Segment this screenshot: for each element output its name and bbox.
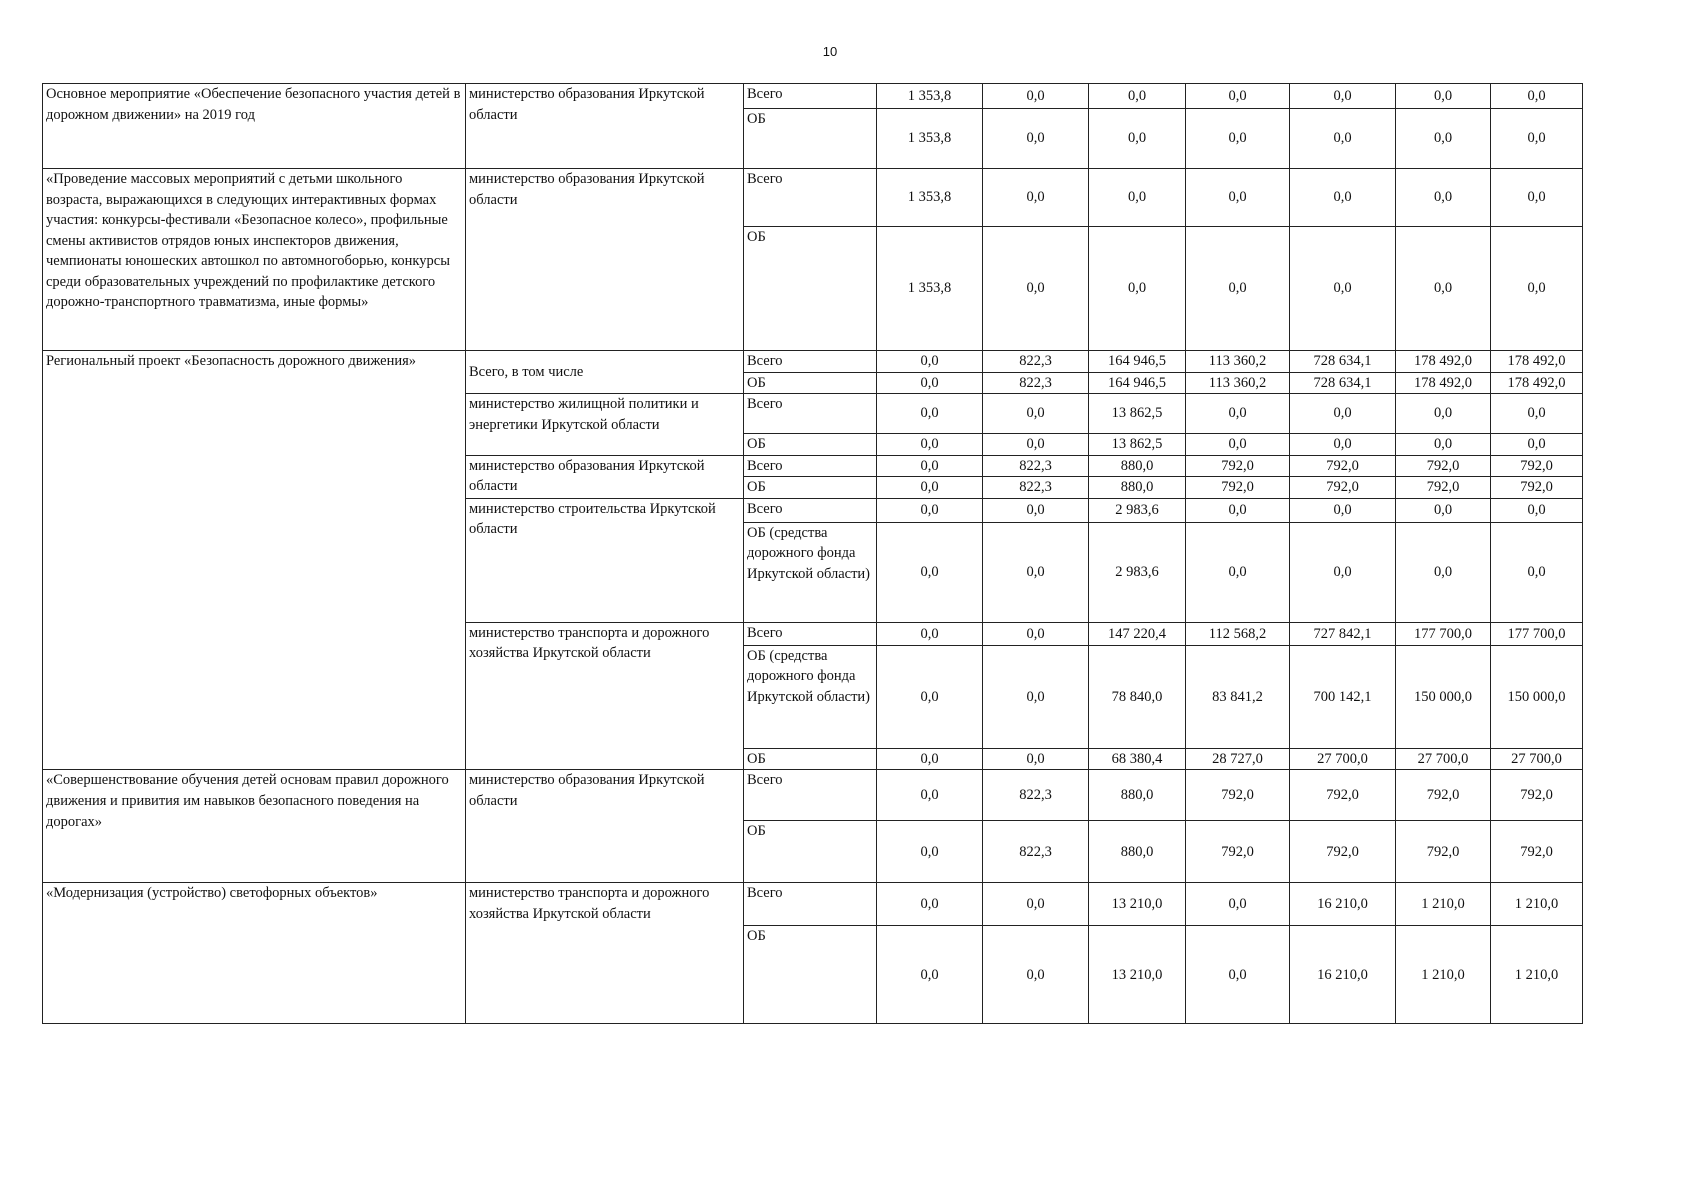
amount-cell: 0,0 [1186, 434, 1290, 456]
amount-cell: 0,0 [1089, 109, 1186, 169]
amount-cell: 0,0 [1290, 84, 1396, 109]
amount-cell: 0,0 [1396, 498, 1491, 522]
amount-cell: 83 841,2 [1186, 645, 1290, 748]
activity-name-cell: «Проведение массовых мероприятий с детьми школьного возраста, выражающихся в следующих интерактивных формах участия: конкурсы-фестивали «Безопасное колесо», профильные смены активистов отрядов юных инспекторов движения, чемпионаты юношеских автошкол по автомногоборью, конкурсы среди образовательных учреждений по профилактике детского дорожно-транспортного травматизма, иные формы» [43, 169, 466, 351]
amount-cell: 880,0 [1089, 477, 1186, 499]
amount-cell: 792,0 [1491, 770, 1583, 821]
amount-cell: 178 492,0 [1491, 372, 1583, 394]
amount-cell: 0,0 [1089, 227, 1186, 351]
activity-name-cell: «Модернизация (устройство) светофорных объектов» [43, 883, 466, 1024]
amount-cell: 177 700,0 [1491, 622, 1583, 645]
amount-cell: 150 000,0 [1396, 645, 1491, 748]
amount-cell: 792,0 [1186, 477, 1290, 499]
amount-cell: 0,0 [877, 770, 983, 821]
amount-cell: 822,3 [983, 477, 1089, 499]
amount-cell: 792,0 [1396, 770, 1491, 821]
amount-cell: 822,3 [983, 821, 1089, 883]
amount-cell: 1 353,8 [877, 84, 983, 109]
amount-cell: 792,0 [1491, 477, 1583, 499]
amount-cell: 0,0 [983, 645, 1089, 748]
amount-cell: 178 492,0 [1396, 351, 1491, 373]
amount-cell: 0,0 [1290, 227, 1396, 351]
amount-cell: 0,0 [877, 455, 983, 477]
amount-cell: 0,0 [1491, 169, 1583, 227]
amount-cell: 0,0 [1491, 109, 1583, 169]
budget-table-body [43, 84, 1583, 1024]
amount-cell: 1 210,0 [1491, 926, 1583, 1024]
amount-cell: 0,0 [1186, 522, 1290, 622]
funding-source-cell: ОБ (средства дорожного фонда Иркутской области) [744, 522, 877, 622]
amount-cell: 0,0 [983, 622, 1089, 645]
amount-cell: 1 353,8 [877, 109, 983, 169]
amount-cell: 177 700,0 [1396, 622, 1491, 645]
amount-cell: 0,0 [1186, 498, 1290, 522]
amount-cell: 0,0 [1186, 169, 1290, 227]
amount-cell: 27 700,0 [1491, 748, 1583, 770]
amount-cell: 0,0 [877, 645, 983, 748]
funding-source-cell: Всего [744, 622, 877, 645]
amount-cell: 0,0 [1290, 498, 1396, 522]
executor-cell: Всего, в том числе [466, 351, 744, 394]
amount-cell: 0,0 [1089, 169, 1186, 227]
amount-cell: 0,0 [1491, 394, 1583, 434]
amount-cell: 16 210,0 [1290, 883, 1396, 926]
amount-cell: 0,0 [877, 622, 983, 645]
funding-source-cell: Всего [744, 883, 877, 926]
amount-cell: 880,0 [1089, 455, 1186, 477]
amount-cell: 113 360,2 [1186, 351, 1290, 373]
activity-name-cell: «Совершенствование обучения детей основам правил дорожного движения и привития им навыков безопасного поведения на дорогах» [43, 770, 466, 883]
funding-source-cell: Всего [744, 770, 877, 821]
amount-cell: 792,0 [1491, 821, 1583, 883]
amount-cell: 792,0 [1186, 455, 1290, 477]
amount-cell: 0,0 [877, 394, 983, 434]
amount-cell: 792,0 [1396, 455, 1491, 477]
funding-source-cell: ОБ [744, 227, 877, 351]
amount-cell: 113 360,2 [1186, 372, 1290, 394]
amount-cell: 0,0 [1186, 109, 1290, 169]
funding-source-cell: ОБ [744, 477, 877, 499]
amount-cell: 0,0 [1491, 498, 1583, 522]
page-number: 10 [822, 44, 838, 59]
amount-cell: 1 210,0 [1396, 926, 1491, 1024]
amount-cell: 792,0 [1396, 477, 1491, 499]
amount-cell: 0,0 [983, 522, 1089, 622]
amount-cell: 2 983,6 [1089, 522, 1186, 622]
amount-cell: 0,0 [1089, 84, 1186, 109]
amount-cell: 0,0 [1491, 84, 1583, 109]
funding-source-cell: ОБ [744, 821, 877, 883]
amount-cell: 0,0 [1186, 883, 1290, 926]
executor-cell: министерство жилищной политики и энергетики Иркутской области [466, 394, 744, 456]
amount-cell: 728 634,1 [1290, 372, 1396, 394]
amount-cell: 150 000,0 [1491, 645, 1583, 748]
executor-cell: министерство транспорта и дорожного хозяйства Иркутской области [466, 883, 744, 1024]
amount-cell: 0,0 [1186, 84, 1290, 109]
amount-cell: 822,3 [983, 372, 1089, 394]
funding-source-cell: Всего [744, 169, 877, 227]
amount-cell: 0,0 [877, 372, 983, 394]
amount-cell: 0,0 [877, 351, 983, 373]
amount-cell: 13 210,0 [1089, 883, 1186, 926]
funding-source-cell: ОБ [744, 748, 877, 770]
amount-cell: 0,0 [1396, 84, 1491, 109]
amount-cell: 1 210,0 [1491, 883, 1583, 926]
amount-cell: 0,0 [1396, 227, 1491, 351]
amount-cell: 2 983,6 [1089, 498, 1186, 522]
amount-cell: 0,0 [1186, 394, 1290, 434]
table-row [43, 351, 1583, 373]
amount-cell: 0,0 [983, 394, 1089, 434]
amount-cell: 0,0 [1290, 434, 1396, 456]
amount-cell: 147 220,4 [1089, 622, 1186, 645]
budget-table [42, 83, 1583, 1024]
amount-cell: 792,0 [1186, 821, 1290, 883]
funding-source-cell: Всего [744, 351, 877, 373]
amount-cell: 0,0 [1396, 434, 1491, 456]
amount-cell: 0,0 [877, 926, 983, 1024]
amount-cell: 727 842,1 [1290, 622, 1396, 645]
funding-source-cell: ОБ [744, 372, 877, 394]
funding-source-cell: ОБ [744, 434, 877, 456]
amount-cell: 0,0 [1396, 394, 1491, 434]
amount-cell: 164 946,5 [1089, 372, 1186, 394]
amount-cell: 880,0 [1089, 770, 1186, 821]
amount-cell: 0,0 [983, 883, 1089, 926]
amount-cell: 822,3 [983, 455, 1089, 477]
amount-cell: 16 210,0 [1290, 926, 1396, 1024]
amount-cell: 792,0 [1396, 821, 1491, 883]
funding-source-cell: Всего [744, 498, 877, 522]
executor-cell: министерство образования Иркутской области [466, 84, 744, 169]
executor-cell: министерство образования Иркутской области [466, 455, 744, 498]
amount-cell: 0,0 [983, 926, 1089, 1024]
funding-source-cell: Всего [744, 455, 877, 477]
amount-cell: 0,0 [877, 821, 983, 883]
amount-cell: 178 492,0 [1491, 351, 1583, 373]
amount-cell: 68 380,4 [1089, 748, 1186, 770]
table-row [43, 883, 1583, 926]
funding-source-cell: Всего [744, 84, 877, 109]
amount-cell: 0,0 [1186, 926, 1290, 1024]
amount-cell: 13 862,5 [1089, 394, 1186, 434]
amount-cell: 822,3 [983, 770, 1089, 821]
amount-cell: 792,0 [1186, 770, 1290, 821]
executor-cell: министерство образования Иркутской области [466, 770, 744, 883]
amount-cell: 0,0 [1396, 522, 1491, 622]
executor-cell: министерство строительства Иркутской области [466, 498, 744, 622]
amount-cell: 0,0 [1491, 522, 1583, 622]
amount-cell: 0,0 [983, 498, 1089, 522]
table-row [43, 84, 1583, 109]
amount-cell: 822,3 [983, 351, 1089, 373]
amount-cell: 0,0 [1491, 227, 1583, 351]
amount-cell: 0,0 [877, 883, 983, 926]
funding-source-cell: ОБ (средства дорожного фонда Иркутской области) [744, 645, 877, 748]
amount-cell: 0,0 [877, 498, 983, 522]
activity-name-cell: Региональный проект «Безопасность дорожного движения» [43, 351, 466, 770]
table-row [43, 169, 1583, 227]
activity-name-cell: Основное мероприятие «Обеспечение безопасного участия детей в дорожном движении» на 2019 год [43, 84, 466, 169]
amount-cell: 880,0 [1089, 821, 1186, 883]
amount-cell: 0,0 [1290, 394, 1396, 434]
amount-cell: 0,0 [1186, 227, 1290, 351]
funding-source-cell: ОБ [744, 109, 877, 169]
amount-cell: 0,0 [1491, 434, 1583, 456]
amount-cell: 0,0 [877, 522, 983, 622]
amount-cell: 0,0 [877, 477, 983, 499]
funding-source-cell: Всего [744, 394, 877, 434]
funding-source-cell: ОБ [744, 926, 877, 1024]
executor-cell: министерство транспорта и дорожного хозяйства Иркутской области [466, 622, 744, 770]
amount-cell: 13 862,5 [1089, 434, 1186, 456]
amount-cell: 28 727,0 [1186, 748, 1290, 770]
amount-cell: 27 700,0 [1396, 748, 1491, 770]
amount-cell: 178 492,0 [1396, 372, 1491, 394]
amount-cell: 792,0 [1290, 477, 1396, 499]
amount-cell: 0,0 [1290, 522, 1396, 622]
amount-cell: 0,0 [983, 84, 1089, 109]
amount-cell: 700 142,1 [1290, 645, 1396, 748]
amount-cell: 0,0 [983, 748, 1089, 770]
amount-cell: 1 353,8 [877, 227, 983, 351]
amount-cell: 13 210,0 [1089, 926, 1186, 1024]
amount-cell: 0,0 [983, 109, 1089, 169]
amount-cell: 0,0 [877, 748, 983, 770]
amount-cell: 1 210,0 [1396, 883, 1491, 926]
amount-cell: 792,0 [1491, 455, 1583, 477]
amount-cell: 0,0 [983, 169, 1089, 227]
amount-cell: 0,0 [1290, 109, 1396, 169]
amount-cell: 78 840,0 [1089, 645, 1186, 748]
amount-cell: 1 353,8 [877, 169, 983, 227]
amount-cell: 27 700,0 [1290, 748, 1396, 770]
amount-cell: 0,0 [983, 227, 1089, 351]
amount-cell: 0,0 [877, 434, 983, 456]
amount-cell: 112 568,2 [1186, 622, 1290, 645]
amount-cell: 0,0 [1396, 169, 1491, 227]
amount-cell: 792,0 [1290, 821, 1396, 883]
executor-cell: министерство образования Иркутской области [466, 169, 744, 351]
amount-cell: 0,0 [1396, 109, 1491, 169]
amount-cell: 164 946,5 [1089, 351, 1186, 373]
amount-cell: 792,0 [1290, 455, 1396, 477]
table-row [43, 770, 1583, 821]
amount-cell: 0,0 [983, 434, 1089, 456]
amount-cell: 0,0 [1290, 169, 1396, 227]
amount-cell: 728 634,1 [1290, 351, 1396, 373]
amount-cell: 792,0 [1290, 770, 1396, 821]
